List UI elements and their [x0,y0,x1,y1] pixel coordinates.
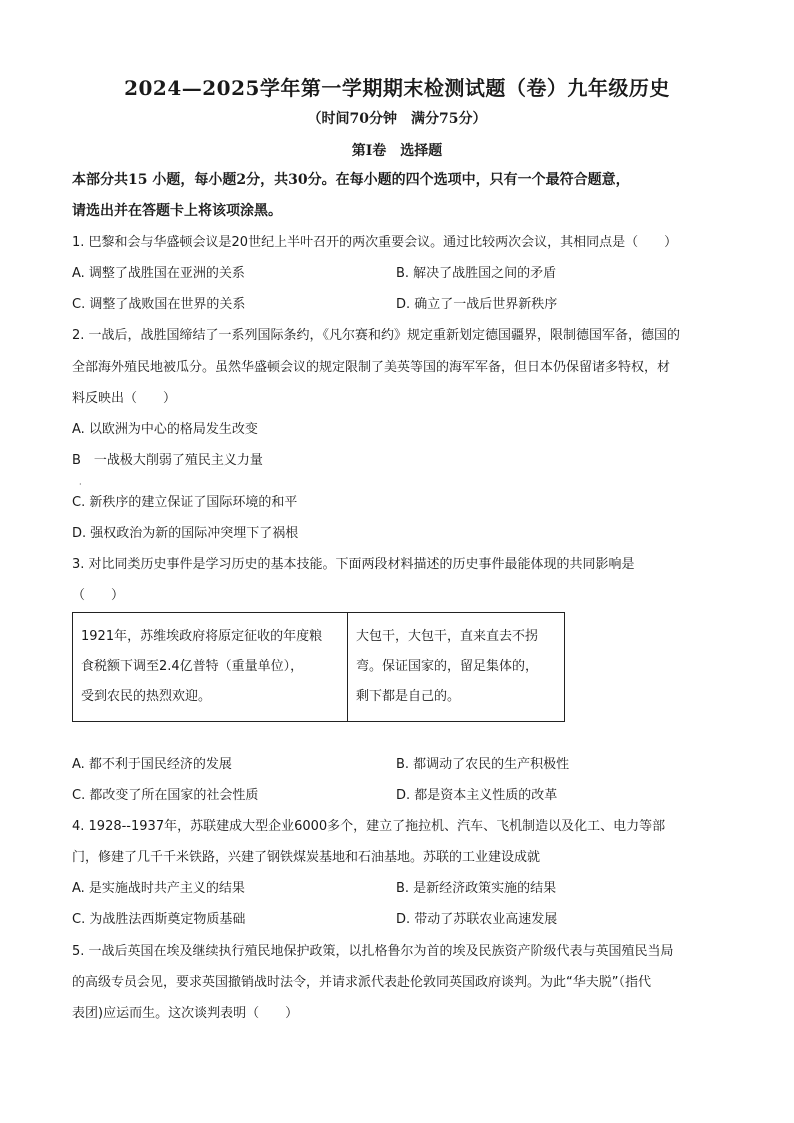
q4-stem-line-1: 4. 1928--1937年，苏联建成大型企业6000多个，建立了拖拉机、汽车、飞机制造以及化工、电力等部 [72,819,666,834]
q2-option-d: D. 强权政治为新的国际冲突埋下了祸根 [72,526,299,541]
material-right-line-2: 弯。保证国家的，留足集体的， [356,659,539,674]
q2-option-b: B 一战极大削弱了殖民主义力量 [72,453,263,468]
stray-dot: · [79,480,82,489]
q1-stem: 1. 巴黎和会与华盛顿会议是20世纪上半叶召开的两次重要会议。通过比较两次会议，其相同点是（ ） [72,235,678,250]
exam-subtitle: （时间70分钟 满分75分） [307,111,487,127]
q3-option-b: B. 都调动了农民的生产积极性 [396,757,570,772]
q3-stem-line-2: （ ） [72,588,125,603]
q3-material-left [73,613,348,722]
q5-stem-line-2: 的高级专员会见，要求英国撤销战时法令，并请求派代表赴伦敦同英国政府谈判。为此“华夫脱”（指代 [72,975,651,990]
exam-title: 2024—2025学年第一学期期末检测试题（卷）九年级历史 [124,76,670,100]
material-right-line-1: 大包干，大包干，直来直去不拐 [356,629,539,644]
material-right-line-3: 剩下都是自己的。 [356,689,461,704]
q1-option-c: C. 调整了战败国在世界的关系 [72,297,246,312]
q1-option-d: D. 确立了一战后世界新秩序 [396,297,558,312]
q3-material-right [348,613,565,722]
q5-stem-line-3: 表团)应运而生。这次谈判表明（ ） [72,1006,299,1021]
q4-stem-line-2: 门，修建了几千千米铁路，兴建了钢铁煤炭基地和石油基地。苏联的工业建设成就 [72,850,541,865]
q2-option-c: C. 新秩序的建立保证了国际环境的和平 [72,495,298,510]
q4-option-b: B. 是新经济政策实施的结果 [396,881,557,896]
q2-option-a: A. 以欧洲为中心的格局发生改变 [72,422,258,437]
q4-option-c: C. 为战胜法西斯奠定物质基础 [72,912,246,927]
material-left-line-2: 食税额下调至2.4亿普特（重量单位）， [81,659,304,674]
instructions-line-2: 请选出并在答题卡上将该项涂黑。 [72,203,282,219]
q1-option-b: B. 解决了战胜国之间的矛盾 [396,266,557,281]
material-left-line-1: 1921年，苏维埃政府将原定征收的年度粮 [81,629,323,644]
q3-option-d: D. 都是资本主义性质的改革 [396,788,558,803]
q5-stem-line-1: 5. 一战后英国在埃及继续执行殖民地保护政策，以扎格鲁尔为首的埃及民族资产阶级代表与英国殖民当局 [72,944,674,959]
q3-option-c: C. 都改变了所在国家的社会性质 [72,788,259,803]
q4-option-a: A. 是实施战时共产主义的结果 [72,881,245,896]
q2-stem-line-3: 料反映出（ ） [72,391,177,406]
q3-stem-line-1: 3. 对比同类历史事件是学习历史的基本技能。下面两段材料描述的历史事件最能体现的共同影响是 [72,557,635,572]
section-heading: 第Ⅰ卷 选择题 [351,143,443,159]
material-left-line-3: 受到农民的热烈欢迎。 [81,689,212,704]
q2-stem-line-1: 2. 一战后，战胜国缔结了一系列国际条约，《凡尔赛和约》规定重新划定德国疆界，限制德国军备，德国的 [72,328,681,343]
instructions-line-1: 本部分共15 小题，每小题2分，共30分。在每小题的四个选项中，只有一个最符合题意， [72,172,630,188]
q2-stem-line-2: 全部海外殖民地被瓜分。虽然华盛顿会议的规定限制了美英等国的海军军备，但日本仍保留诸多特权，材 [72,360,671,375]
q3-material-table [72,612,565,722]
q4-option-d: D. 带动了苏联农业高速发展 [396,912,558,927]
q1-option-a: A. 调整了战胜国在亚洲的关系 [72,266,245,281]
q3-option-a: A. 都不利于国民经济的发展 [72,757,232,772]
